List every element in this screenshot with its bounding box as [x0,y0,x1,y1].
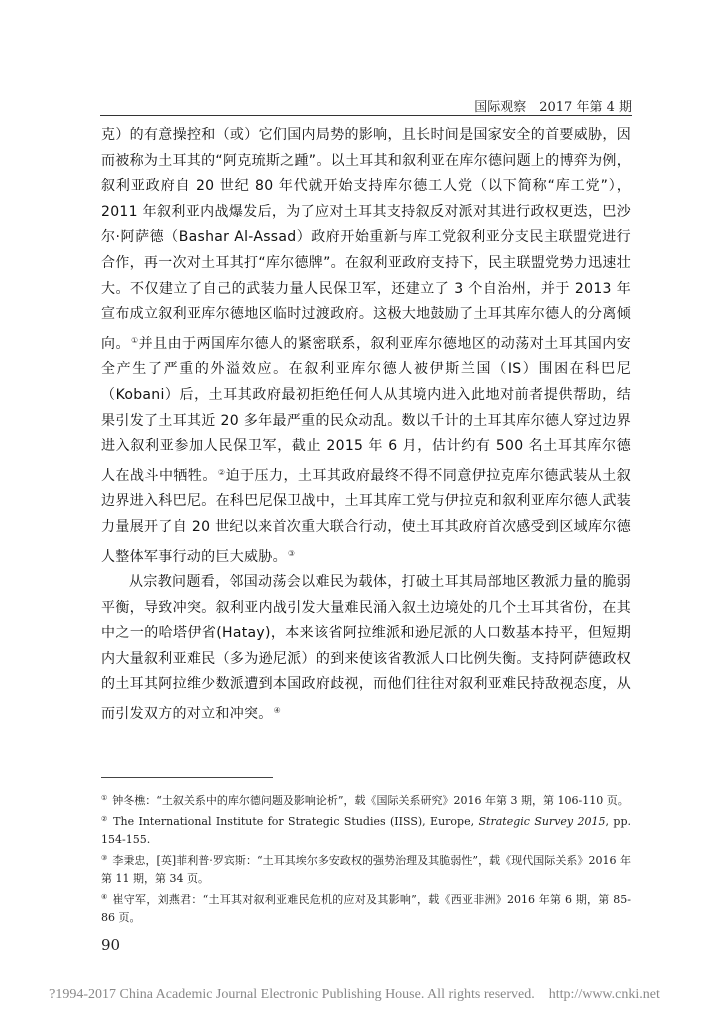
footnote-number: ① [101,794,108,802]
footnote-text: 钟冬樵：“土叙关系中的库尔德问题及影响论析”，载《国际关系研究》2016 年第 3 期，第 106-110 页。 [112,794,629,807]
footnote-number: ② [101,815,109,823]
paragraph-1-text-c: 迫于压力，土耳其政府最终不得不同意伊拉克库尔德武装从土叙边界进入科巴尼。在科巴尼保卫战中，土耳其库工党与伊拉克和叙利亚库尔德人武装力量展开了自 20 世纪以来首次重大联合行动，使土耳其政府首次感受到区域库尔德人整体军事行动的巨大威胁。 [101,467,631,565]
paragraph-1 [101,123,631,570]
footnote-4 [101,888,631,927]
main-text [101,123,631,728]
paragraph-2-text: 从宗教问题看，邻国动荡会以难民为载体，打破土耳其局部地区教派力量的脆弱平衡，导致冲突。叙利亚内战引发大量难民涌入叙土边境处的几个土耳其省份，在其中之一的哈塔伊省(Hatay)，本来该省阿拉维派和逊尼派的人口数基本持平，但短期内大量叙利亚难民（多为逊尼派）的到来使该省教派人口比例失衡。支持阿萨德政权的土耳其阿拉维少数派遭到本国政府歧视，而他们往往对叙利亚难民持敌视态度，从而引发双方的对立和冲突。 [101,574,631,723]
paragraph-1-text-a: 克）的有意操控和（或）它们国内局势的影响，且长时间是国家安全的首要威胁，因而被称为土耳其的“阿克琉斯之踵”。以土耳其和叙利亚在库尔德问题上的博弈为例，叙利亚政府自 20 世纪 80 年代就开始支持库尔德工人党（以下简称“库工党”），2011 年叙利亚内战爆发后，为了应对土耳其支持叙反对派对其进行政权更迭，巴沙尔·阿萨德（Bashar Al-Assad）政府开始重新与库工党叙利亚分支民主联盟党进行合作，再一次对土耳其打“库尔德牌”。在叙利亚政府支持下，民主联盟党势力迅速壮大。不仅建立了自己的武装力量人民保卫军，还建立了 3 个自治州，并于 2013 年宣布成立叙利亚库尔德地区临时过渡政府。这极大地鼓励了土耳其库尔德人的分离倾向。 [101,127,631,352]
footnote-text-end: , pp. 154-155. [101,815,631,846]
footnotes [101,789,631,927]
footnote-ref-4[interactable]: ④ [273,706,282,716]
footnote-ref-3[interactable]: ③ [287,548,296,558]
footnote-text: The International Institute for Strategic Studies (IISS), Europe, [113,815,479,828]
footnote-ref-1[interactable]: ① [130,335,139,345]
footnote-text: 李秉忠，[英]菲利普·罗宾斯：“土耳其埃尔多安政权的强势治理及其脆弱性”，载《现代国际关系》2016 年第 11 期，第 34 页。 [101,854,631,885]
paragraph-2 [101,570,631,728]
footnote-text: 崔守军，刘燕君：“土耳其对叙利亚难民危机的应对及其影响”，载《西亚非洲》2016 年第 6 期，第 85-86 页。 [101,893,632,924]
footnote-ref-2[interactable]: ② [217,467,226,477]
footnote-3 [101,849,631,888]
footnote-book-title: Strategic Survey 2015 [478,815,606,828]
footnote-number: ③ [101,854,108,862]
copyright-notice: ?1994-2017 China Academic Journal Electronic Publishing House. All rights reserved. http://www.cnki.net [49,987,660,1002]
header-rule [100,115,632,116]
running-header: 国际观察 2017 年第 4 期 [474,100,632,115]
paragraph-1-text-b: 并且由于两国库尔德人的紧密联系，叙利亚库尔德地区的动荡对土耳其国内安全产生了严重的外溢效应。在叙利亚库尔德人被伊斯兰国（IS）围困在科巴尼（Kobani）后，土耳其政府最初拒绝任何人从其境内进入此地对前者提供帮助，结果引发了土耳其近 20 多年最严重的民众动乱。数以千计的土耳其库尔德人穿过边界进入叙利亚参加人民保卫军，截止 2015 年 6 月，估计约有 500 名土耳其库尔德人在战斗中牺牲。 [101,335,631,484]
footnote-2 [101,810,631,849]
footnote-rule [101,777,273,778]
footnote-1 [101,789,631,810]
footnote-number: ④ [101,893,108,901]
page-number: 90 [101,936,121,954]
